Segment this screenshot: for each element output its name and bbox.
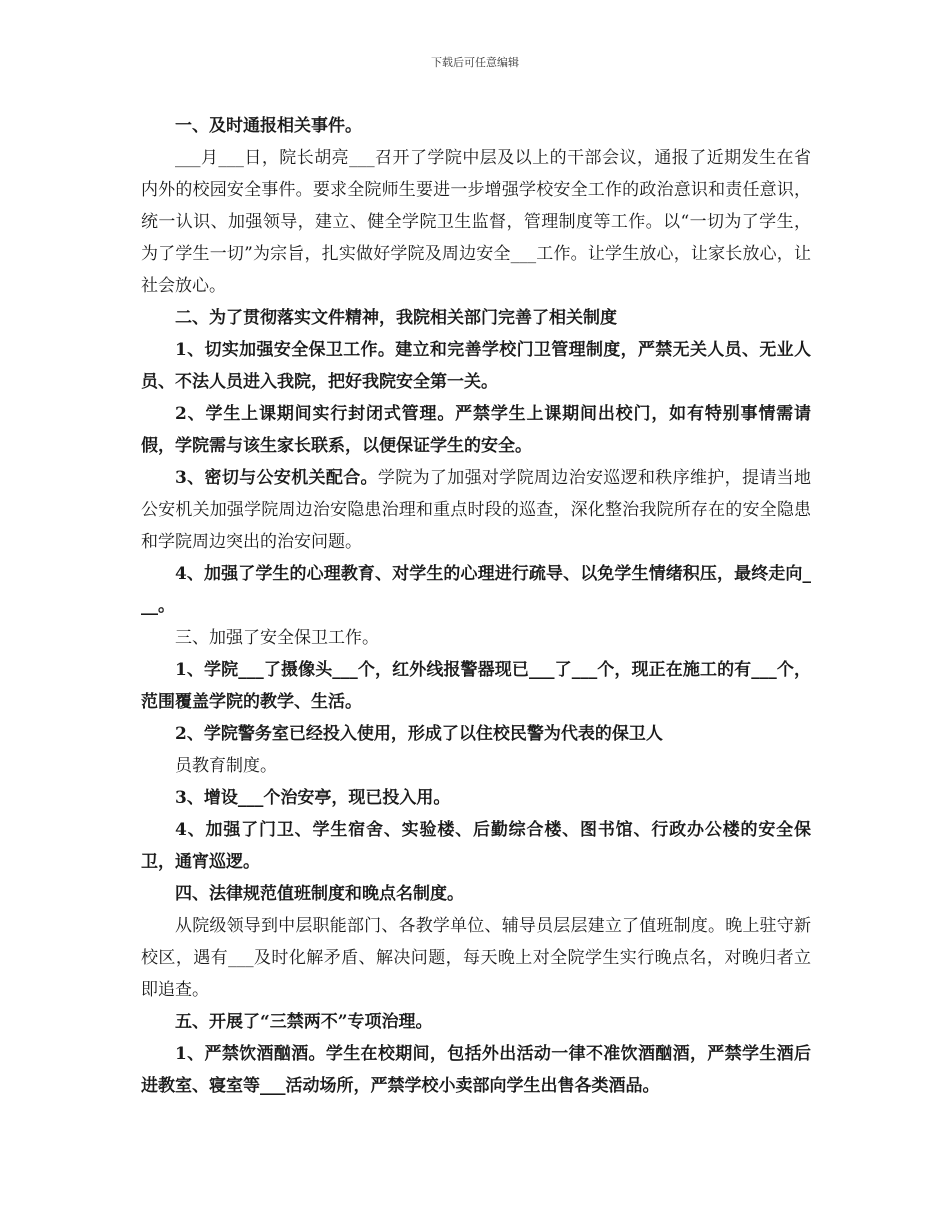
item-3-2-continued: 员教育制度。 xyxy=(175,756,277,776)
paragraph-meeting: ___月___日，院长胡亮___召开了学院中层及以上的干部会议，通报了近期发生在省内外的校园安全事件。要求全院师生要进一步增强学校安全工作的政治意识和责任意识，统一认识、加强领导，建立、健全学院卫生监督，管理制度等工作。以“一切为了学生，为了学生一切”为宗旨，扎实做好学院及周边安全___工作。让学生放心，让家长放心，让社会放心。 xyxy=(141,148,811,296)
section-heading-3: 三、加强了安全保卫工作。 xyxy=(175,628,379,648)
item-2-3 xyxy=(141,462,811,558)
item-2-3-lead: 3、密切与公安机关配合。 xyxy=(175,468,378,488)
section-heading-5: 五、开展了“三禁两不”专项治理。 xyxy=(175,1012,433,1032)
section-heading-1: 一、及时通报相关事件。 xyxy=(175,116,362,136)
item-2-4: 4、加强了学生的心理教育、对学生的心理进行疏导、以免学生情绪积压，最终走向___。 xyxy=(141,564,811,616)
item-5-1: 1、严禁饮酒酗酒。学生在校期间，包括外出活动一律不准饮酒酗酒，严禁学生酒后进教室、寝室等___活动场所，严禁学校小卖部向学生出售各类酒品。 xyxy=(141,1044,811,1096)
section-heading-2: 二、为了贯彻落实文件精神，我院相关部门完善了相关制度 xyxy=(175,308,617,328)
item-3-4: 4、加强了门卫、学生宿舍、实验楼、后勤综合楼、图书馆、行政办公楼的安全保卫，通宵巡逻。 xyxy=(141,820,811,872)
section-heading-4: 四、法律规范值班制度和晚点名制度。 xyxy=(175,884,464,904)
item-3-3: 3、增设___个治安亭，现已投入用。 xyxy=(175,788,451,808)
document-body xyxy=(141,110,811,1102)
item-2-1: 1、切实加强安全保卫工作。建立和完善学校门卫管理制度，严禁无关人员、无业人员、不法人员进入我院，把好我院安全第一关。 xyxy=(141,340,811,392)
item-3-2: 2、学院警务室已经投入使用，形成了以住校民警为代表的保卫人 xyxy=(175,724,663,744)
item-2-3-body: 学院为了加强对学院周边治安巡逻和秩序维护，提请当地公安机关加强学院周边治安隐患治理和重点时段的巡查，深化整治我院所存在的安全隐患和学院周边突出的治安问题。 xyxy=(141,468,812,552)
item-3-1: 1、学院___了摄像头___个，红外线报警器现已___了___个，现正在施工的有___个，范围覆盖学院的教学、生活。 xyxy=(141,660,811,712)
paragraph-duty: 从院级领导到中层职能部门、各教学单位、辅导员层层建立了值班制度。晚上驻守新校区，遇有___及时化解矛盾、解决问题，每天晚上对全院学生实行晚点名，对晚归者立即追查。 xyxy=(141,916,811,1000)
page-header: 下载后可任意编辑 xyxy=(431,56,519,69)
item-2-2: 2、学生上课期间实行封闭式管理。严禁学生上课期间出校门，如有特别事情需请假，学院需与该生家长联系，以便保证学生的安全。 xyxy=(141,404,811,456)
